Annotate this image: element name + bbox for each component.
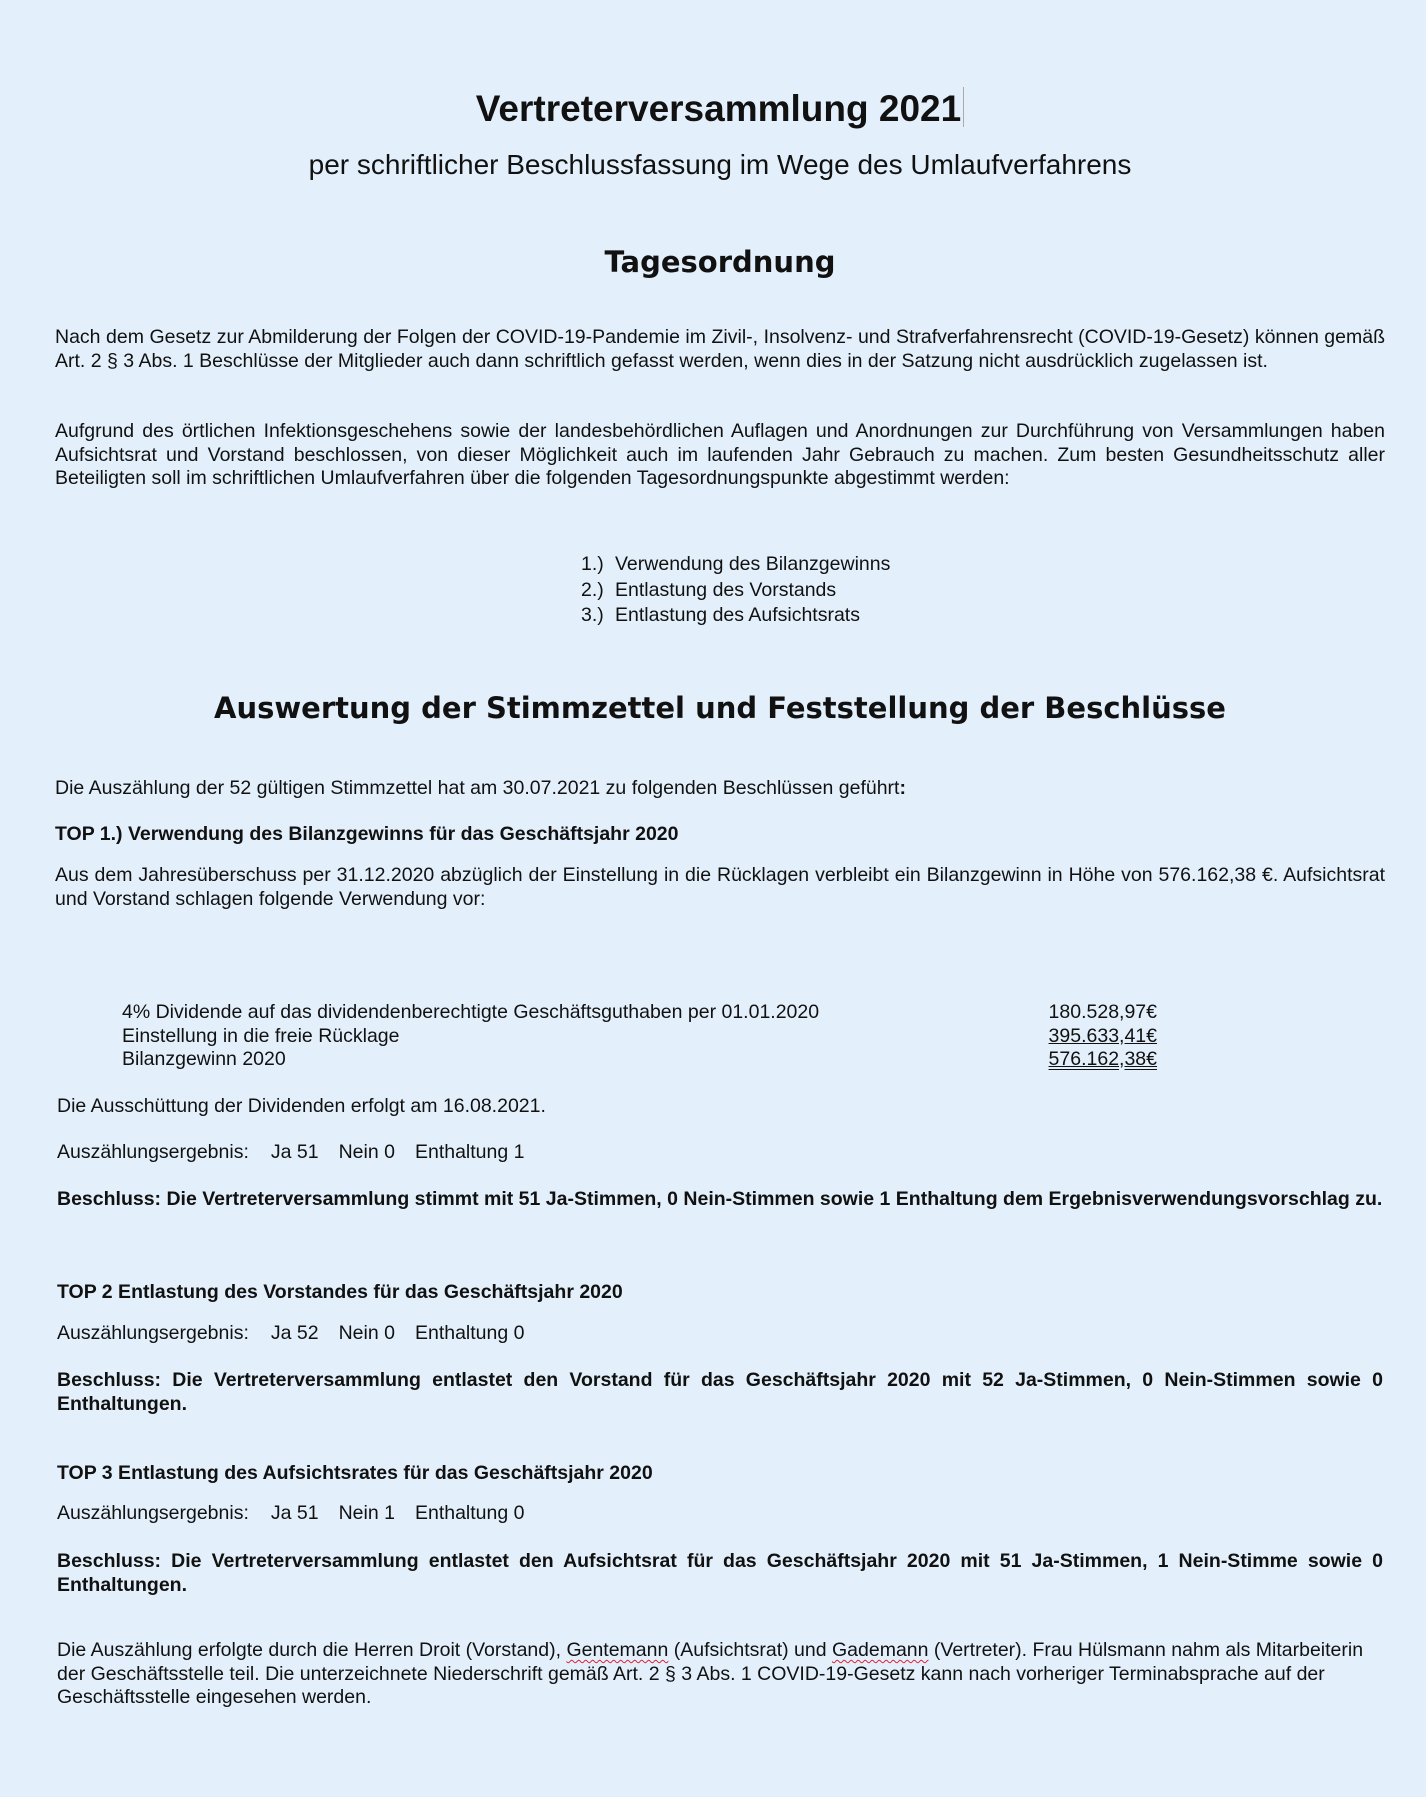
result-abstain: Enthaltung 1	[414, 1141, 525, 1163]
closing-text: (Vertreter). Frau Hülsmann nahm als Mitarbeiterin der Geschäftsstelle teil. Die unterzeichnete Niederschrift gemäß Art. 2 § 3 Abs. 1 COVID-19-Gesetz kann nach vorheriger Terminabsprache auf der Geschäftsstelle eingesehen werden.	[57, 1639, 1364, 1708]
result-label: Auszählungsergebnis:	[57, 1141, 249, 1163]
spellcheck-name: Gademann	[832, 1639, 929, 1661]
agenda-item	[581, 603, 890, 629]
agenda-item-label: Verwendung des Bilanzgewinns	[615, 553, 891, 575]
top2-vote-result	[57, 1322, 544, 1346]
allocation-table	[122, 1001, 1157, 1072]
top1-vote-result	[57, 1141, 544, 1165]
agenda-item-number: 3.)	[581, 604, 604, 626]
result-abstain: Enthaltung 0	[414, 1502, 525, 1524]
title-text: Vertreterversammlung 2021	[475, 88, 962, 129]
closing-text: (Aufsichtsrat) und	[668, 1639, 832, 1661]
result-no: Nein 1	[338, 1502, 395, 1524]
text-cursor	[963, 87, 964, 127]
allocation-total: 576.162,38€	[1048, 1048, 1157, 1070]
closing-text: Die Auszählung erfolgte durch die Herren Droit (Vorstand),	[57, 1639, 567, 1661]
document-title	[0, 86, 1426, 132]
top1-decision: Beschluss: Die Vertreterversammlung stimmt mit 51 Ja-Stimmen, 0 Nein-Stimmen sowie 1 Enthaltung dem Ergebnisverwendungsvorschlag zu.	[57, 1188, 1383, 1210]
result-label: Auszählungsergebnis:	[57, 1322, 249, 1344]
allocation-row	[122, 1048, 1157, 1072]
top1-text: Aus dem Jahresüberschuss per 31.12.2020 abzüglich der Einstellung in die Rücklagen verbleibt ein Bilanzgewinn in Höhe von 576.162,38 €. Aufsichtsrat und Vorstand schlagen folgende Verwendung vor:	[55, 864, 1385, 910]
allocation-amount: 395.633,41€	[1048, 1024, 1157, 1047]
agenda-item	[581, 578, 890, 604]
allocation-row	[122, 1025, 1157, 1049]
agenda-item-label: Entlastung des Aufsichtsrats	[615, 604, 860, 626]
agenda-list	[581, 552, 890, 629]
agenda-item-number: 2.)	[581, 578, 604, 601]
dividend-payout-note: Die Ausschüttung der Dividenden erfolgt am 16.08.2021.	[57, 1095, 546, 1117]
allocation-label: Bilanzgewinn 2020	[122, 1048, 286, 1070]
top1-heading: TOP 1.) Verwendung des Bilanzgewinns für das Geschäftsjahr 2020	[55, 823, 679, 845]
agenda-heading: Tagesordnung	[604, 245, 836, 279]
count-summary-colon: :	[899, 777, 906, 799]
count-summary	[55, 777, 906, 801]
top3-vote-result	[57, 1502, 544, 1526]
closing-paragraph	[57, 1639, 1367, 1710]
document-subtitle: per schriftlicher Beschlussfassung im Wege des Umlaufverfahrens	[308, 149, 1132, 180]
spellcheck-name: Gentemann	[566, 1639, 669, 1661]
top2-decision: Beschluss: Die Vertreterversammlung entlastet den Vorstand für das Geschäftsjahr 2020 mit 52 Ja-Stimmen, 0 Nein-Stimmen sowie 0 Enthaltungen.	[57, 1369, 1383, 1415]
result-yes: Ja 52	[270, 1322, 319, 1344]
result-yes: Ja 51	[270, 1502, 319, 1524]
allocation-label: 4% Dividende auf das dividendenberechtigte Geschäftsguthaben per 01.01.2020	[122, 1001, 820, 1023]
top3-heading: TOP 3 Entlastung des Aufsichtsrates für das Geschäftsjahr 2020	[57, 1462, 653, 1484]
allocation-row	[122, 1001, 1157, 1025]
result-abstain: Enthaltung 0	[414, 1322, 525, 1344]
agenda-item-label: Entlastung des Vorstands	[615, 578, 837, 601]
top3-decision: Beschluss: Die Vertreterversammlung entlastet den Aufsichtsrat für das Geschäftsjahr 2020 mit 51 Ja-Stimmen, 1 Nein-Stimme sowie 0 Enthaltungen.	[57, 1550, 1383, 1596]
intro-paragraph-1: Nach dem Gesetz zur Abmilderung der Folgen der COVID-19-Pandemie im Zivil-, Insolvenz- und Strafverfahrensrecht (COVID-19-Gesetz) können gemäß Art. 2 § 3 Abs. 1 Beschlüsse der Mitglieder auch dann schriftlich gefasst werden, wenn dies in der Satzung nicht ausdrücklich zugelassen ist.	[55, 326, 1385, 372]
result-label: Auszählungsergebnis:	[57, 1502, 249, 1524]
allocation-label: Einstellung in die freie Rücklage	[122, 1024, 400, 1047]
result-no: Nein 0	[338, 1141, 395, 1163]
agenda-item-number: 1.)	[581, 553, 604, 575]
top2-heading: TOP 2 Entlastung des Vorstandes für das Geschäftsjahr 2020	[57, 1281, 623, 1303]
agenda-item	[581, 552, 890, 578]
intro-paragraph-2: Aufgrund des örtlichen Infektionsgeschehens sowie der landesbehördlichen Auflagen und Anordnungen zur Durchführung von Versammlungen haben Aufsichtsrat und Vorstand beschlossen, von dieser Möglichkeit auch im laufenden Jahr Gebrauch zu machen. Zum besten Gesundheitsschutz aller Beteiligten soll im schriftlichen Umlaufverfahren über die folgenden Tagesordnungspunkte abgestimmt werden:	[55, 420, 1385, 489]
count-summary-text: Die Auszählung der 52 gültigen Stimmzettel hat am 30.07.2021 zu folgenden Beschlüssen geführt	[55, 777, 900, 799]
allocation-amount: 180.528,97€	[1048, 1001, 1157, 1023]
results-heading: Auswertung der Stimmzettel und Feststellung der Beschlüsse	[214, 691, 1226, 725]
result-no: Nein 0	[338, 1322, 395, 1344]
result-yes: Ja 51	[270, 1141, 319, 1163]
